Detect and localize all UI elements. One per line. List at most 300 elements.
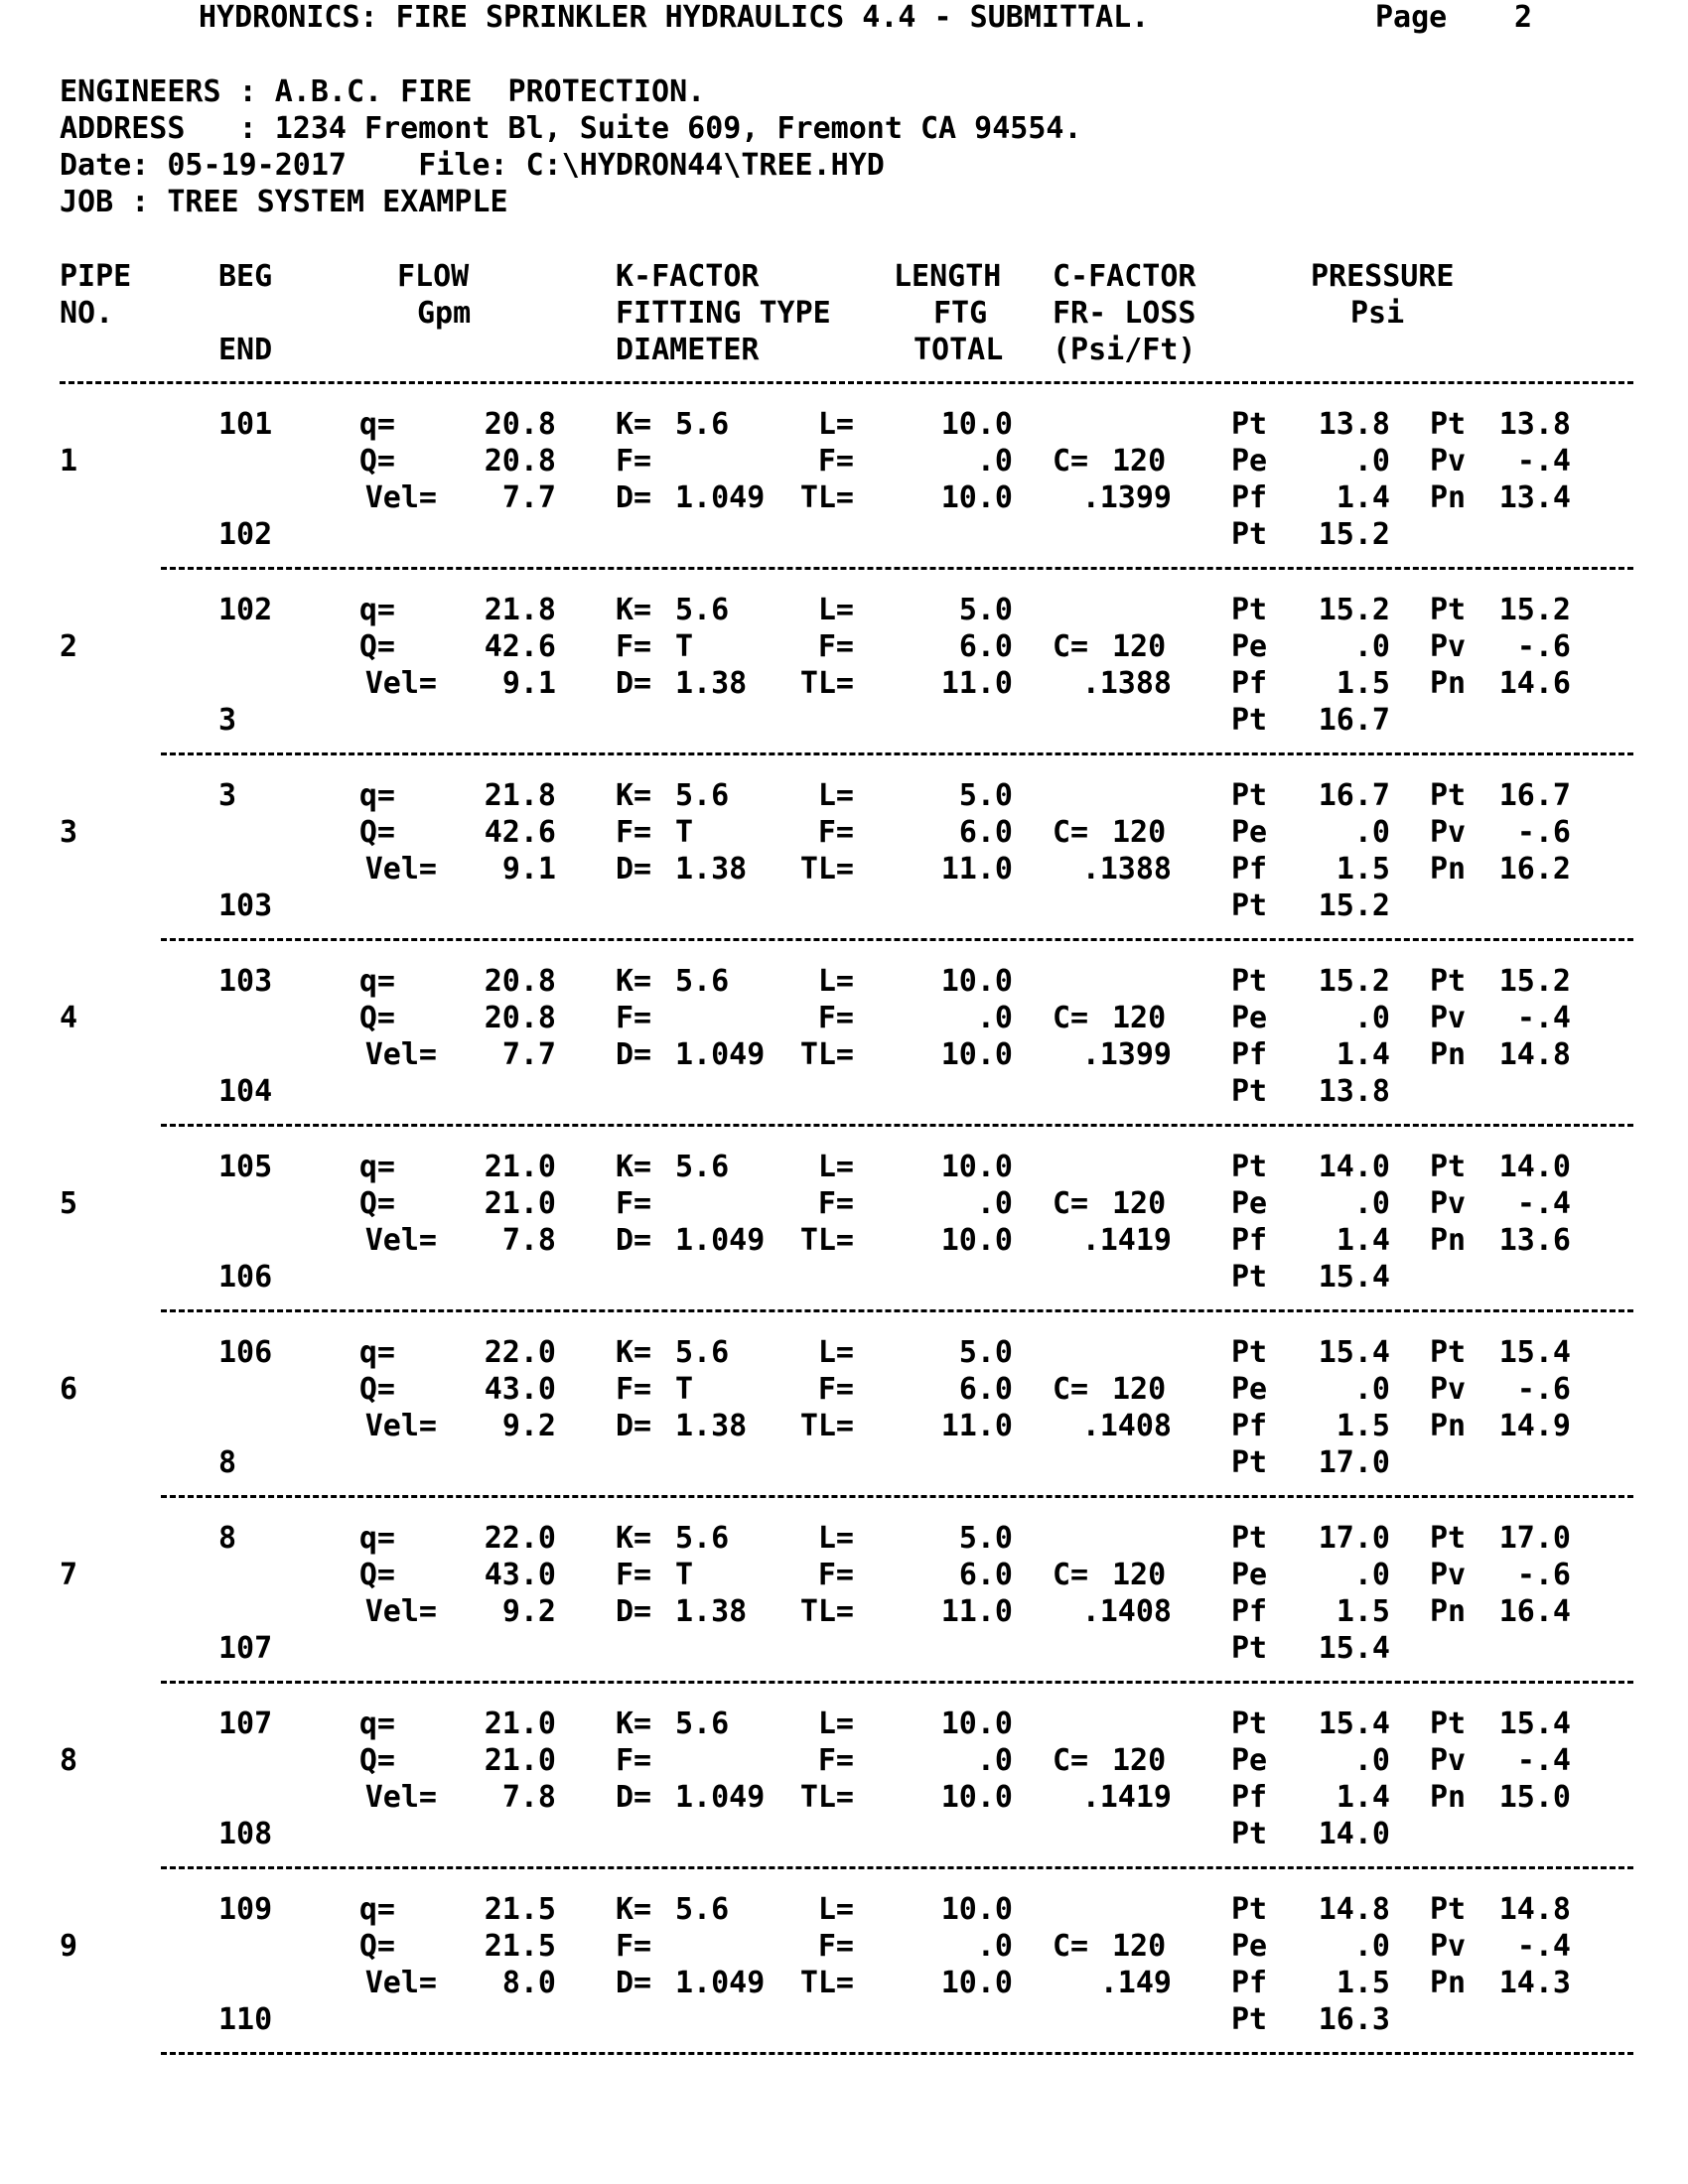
Q-label: Q=	[358, 1372, 395, 1407]
pv-value: -.6	[1516, 1558, 1571, 1592]
node-beg: 3	[218, 778, 237, 813]
pv-label: Pv	[1430, 815, 1467, 850]
pe-label: Pe	[1231, 1558, 1268, 1592]
q-label: q=	[358, 407, 395, 442]
fitting-label: F=	[616, 1001, 652, 1035]
l-label: L=	[817, 1706, 854, 1741]
col-diameter-header: DIAMETER	[616, 333, 760, 367]
pf-value: 1.4	[1336, 480, 1390, 515]
pt2-value: 13.8	[1498, 407, 1571, 442]
pn-label: Pn	[1430, 480, 1467, 515]
vel-value: 7.8	[501, 1223, 556, 1258]
fitting-label: F=	[616, 629, 652, 664]
k-value: 5.6	[675, 1335, 730, 1370]
pn-value: 14.8	[1498, 1037, 1571, 1072]
c-value: 120	[1112, 1929, 1167, 1964]
pe-label: Pe	[1231, 1743, 1268, 1778]
d-value: 1.049	[675, 1037, 766, 1072]
pe-label: Pe	[1231, 1929, 1268, 1964]
pt-end-value: 16.3	[1318, 2002, 1390, 2037]
col-end-header: END	[218, 333, 273, 367]
Q-label: Q=	[358, 1558, 395, 1592]
pn-value: 14.3	[1498, 1966, 1571, 2000]
pe-label: Pe	[1231, 1372, 1268, 1407]
pt-end-value: 15.2	[1318, 517, 1390, 552]
pe-value: .0	[1353, 1372, 1390, 1407]
pf-label: Pf	[1231, 1594, 1268, 1629]
pn-label: Pn	[1430, 852, 1467, 887]
pt2-value: 15.4	[1498, 1706, 1571, 1741]
pt-label: Pt	[1231, 593, 1268, 627]
ftg-value: .0	[976, 1743, 1013, 1778]
address-line: ADDRESS : 1234 Fremont Bl, Suite 609, Fremont CA 94554.	[60, 111, 1082, 146]
l-value: 5.0	[958, 1521, 1013, 1556]
c-label: C=	[1053, 1929, 1089, 1964]
pv-label: Pv	[1430, 444, 1467, 478]
q-label: q=	[358, 778, 395, 813]
fitting-value: T	[675, 815, 694, 850]
pt-end-label: Pt	[1231, 1631, 1268, 1666]
c-value: 120	[1112, 815, 1167, 850]
frloss-value: .1419	[1081, 1780, 1172, 1815]
vel-label: Vel=	[364, 1780, 437, 1815]
pt-end-label: Pt	[1231, 1074, 1268, 1109]
q-value: 22.0	[484, 1335, 556, 1370]
d-label: D=	[616, 666, 652, 701]
pt-end-value: 13.8	[1318, 1074, 1390, 1109]
fitting-value: T	[675, 1372, 694, 1407]
col-total-header: TOTAL	[914, 333, 1004, 367]
pipe-number: 3	[60, 815, 78, 850]
fitting-label: F=	[616, 815, 652, 850]
pipe-number: 6	[60, 1372, 78, 1407]
k-value: 5.6	[675, 1892, 730, 1927]
col-fitting-header: FITTING TYPE	[616, 296, 831, 331]
pf-label: Pf	[1231, 666, 1268, 701]
pe-label: Pe	[1231, 444, 1268, 478]
pn-value: 14.6	[1498, 666, 1571, 701]
Q-value: 21.0	[484, 1743, 556, 1778]
pn-label: Pn	[1430, 1594, 1467, 1629]
pe-label: Pe	[1231, 1186, 1268, 1221]
q-label: q=	[358, 1150, 395, 1184]
c-value: 120	[1112, 1558, 1167, 1592]
node-end: 106	[218, 1260, 273, 1295]
pt-label: Pt	[1231, 778, 1268, 813]
tl-label: TL=	[799, 1594, 854, 1629]
ftg-label: F=	[817, 1186, 854, 1221]
d-value: 1.38	[675, 1594, 748, 1629]
d-value: 1.38	[675, 852, 748, 887]
node-end: 107	[218, 1631, 273, 1666]
c-label: C=	[1053, 1001, 1089, 1035]
fitting-label: F=	[616, 1186, 652, 1221]
d-label: D=	[616, 1037, 652, 1072]
pt-label: Pt	[1231, 1892, 1268, 1927]
c-value: 120	[1112, 1743, 1167, 1778]
pt2-label: Pt	[1430, 593, 1467, 627]
pt-value: 14.0	[1318, 1150, 1390, 1184]
pt-value: 14.8	[1318, 1892, 1390, 1927]
pv-label: Pv	[1430, 1743, 1467, 1778]
fitting-label: F=	[616, 1372, 652, 1407]
ftg-label: F=	[817, 1372, 854, 1407]
pv-value: -.4	[1516, 1001, 1571, 1035]
c-label: C=	[1053, 629, 1089, 664]
pipe-divider	[161, 1495, 1633, 1498]
c-label: C=	[1053, 1558, 1089, 1592]
pn-label: Pn	[1430, 1223, 1467, 1258]
k-label: K=	[616, 1335, 652, 1370]
tl-value: 11.0	[940, 666, 1013, 701]
pe-label: Pe	[1231, 815, 1268, 850]
q-label: q=	[358, 1335, 395, 1370]
ftg-label: F=	[817, 815, 854, 850]
ftg-label: F=	[817, 1743, 854, 1778]
k-value: 5.6	[675, 1150, 730, 1184]
pt-value: 15.2	[1318, 964, 1390, 999]
vel-value: 7.8	[501, 1780, 556, 1815]
frloss-value: .1399	[1081, 1037, 1172, 1072]
l-value: 10.0	[940, 1150, 1013, 1184]
k-label: K=	[616, 778, 652, 813]
vel-value: 9.1	[501, 666, 556, 701]
q-value: 21.8	[484, 593, 556, 627]
pt2-label: Pt	[1430, 407, 1467, 442]
pn-value: 16.4	[1498, 1594, 1571, 1629]
l-label: L=	[817, 407, 854, 442]
tl-value: 10.0	[940, 1223, 1013, 1258]
pe-value: .0	[1353, 1186, 1390, 1221]
vel-label: Vel=	[364, 1223, 437, 1258]
ftg-label: F=	[817, 444, 854, 478]
col-beg-header: BEG	[218, 259, 273, 294]
node-end: 3	[218, 703, 237, 738]
fitting-label: F=	[616, 1929, 652, 1964]
pt2-label: Pt	[1430, 1150, 1467, 1184]
tl-value: 10.0	[940, 1037, 1013, 1072]
pf-value: 1.5	[1336, 1409, 1390, 1443]
pt-label: Pt	[1231, 407, 1268, 442]
l-value: 5.0	[958, 593, 1013, 627]
pipe-divider	[161, 752, 1633, 755]
pf-label: Pf	[1231, 1223, 1268, 1258]
pt2-value: 14.8	[1498, 1892, 1571, 1927]
q-label: q=	[358, 1706, 395, 1741]
c-value: 120	[1112, 444, 1167, 478]
frloss-value: .1399	[1081, 480, 1172, 515]
Q-value: 42.6	[484, 629, 556, 664]
frloss-value: .1408	[1081, 1409, 1172, 1443]
pipe-number: 2	[60, 629, 78, 664]
tl-label: TL=	[799, 1037, 854, 1072]
pt-label: Pt	[1231, 964, 1268, 999]
tl-label: TL=	[799, 1780, 854, 1815]
ftg-value: .0	[976, 1001, 1013, 1035]
node-end: 104	[218, 1074, 273, 1109]
pf-value: 1.5	[1336, 666, 1390, 701]
fitting-value: T	[675, 629, 694, 664]
pv-value: -.6	[1516, 1372, 1571, 1407]
node-end: 102	[218, 517, 273, 552]
q-value: 21.8	[484, 778, 556, 813]
page-label: Page	[1375, 0, 1448, 35]
pipe-number: 9	[60, 1929, 78, 1964]
tl-label: TL=	[799, 852, 854, 887]
q-label: q=	[358, 593, 395, 627]
l-value: 5.0	[958, 778, 1013, 813]
pf-value: 1.5	[1336, 1966, 1390, 2000]
pf-value: 1.5	[1336, 852, 1390, 887]
col-frloss-header: FR- LOSS	[1053, 296, 1196, 331]
Q-label: Q=	[358, 629, 395, 664]
k-label: K=	[616, 1150, 652, 1184]
frloss-value: .1388	[1081, 666, 1172, 701]
tl-label: TL=	[799, 1966, 854, 2000]
q-value: 21.0	[484, 1706, 556, 1741]
tl-value: 10.0	[940, 1780, 1013, 1815]
ftg-label: F=	[817, 629, 854, 664]
k-label: K=	[616, 593, 652, 627]
Q-value: 43.0	[484, 1372, 556, 1407]
col-psift-header: (Psi/Ft)	[1053, 333, 1196, 367]
tl-value: 10.0	[940, 1966, 1013, 2000]
ftg-label: F=	[817, 1001, 854, 1035]
pf-value: 1.5	[1336, 1594, 1390, 1629]
c-label: C=	[1053, 444, 1089, 478]
Q-label: Q=	[358, 1743, 395, 1778]
pt-value: 15.4	[1318, 1335, 1390, 1370]
pt-label: Pt	[1231, 1521, 1268, 1556]
pipe-divider	[161, 1124, 1633, 1127]
pv-label: Pv	[1430, 629, 1467, 664]
k-value: 5.6	[675, 593, 730, 627]
q-label: q=	[358, 1892, 395, 1927]
node-beg: 107	[218, 1706, 273, 1741]
pt-end-label: Pt	[1231, 517, 1268, 552]
pf-label: Pf	[1231, 480, 1268, 515]
tl-value: 10.0	[940, 480, 1013, 515]
vel-value: 8.0	[501, 1966, 556, 2000]
l-value: 10.0	[940, 407, 1013, 442]
pn-value: 14.9	[1498, 1409, 1571, 1443]
q-value: 20.8	[484, 407, 556, 442]
pf-label: Pf	[1231, 1780, 1268, 1815]
node-beg: 102	[218, 593, 273, 627]
d-value: 1.38	[675, 666, 748, 701]
Q-value: 20.8	[484, 444, 556, 478]
col-pipe-subheader: NO.	[60, 296, 114, 331]
Q-label: Q=	[358, 444, 395, 478]
tl-value: 11.0	[940, 1594, 1013, 1629]
frloss-value: .1419	[1081, 1223, 1172, 1258]
col-length-header: LENGTH	[894, 259, 1002, 294]
Q-label: Q=	[358, 1001, 395, 1035]
vel-value: 9.2	[501, 1594, 556, 1629]
node-end: 108	[218, 1817, 273, 1851]
q-value: 21.0	[484, 1150, 556, 1184]
pv-value: -.4	[1516, 1186, 1571, 1221]
report-title: HYDRONICS: FIRE SPRINKLER HYDRAULICS 4.4 - SUBMITTAL.	[199, 0, 1150, 35]
Q-label: Q=	[358, 1929, 395, 1964]
l-value: 10.0	[940, 1892, 1013, 1927]
k-value: 5.6	[675, 1706, 730, 1741]
d-label: D=	[616, 1223, 652, 1258]
pt-end-label: Pt	[1231, 1817, 1268, 1851]
vel-value: 9.1	[501, 852, 556, 887]
l-value: 10.0	[940, 1706, 1013, 1741]
c-label: C=	[1053, 815, 1089, 850]
d-value: 1.38	[675, 1409, 748, 1443]
pipe-number: 5	[60, 1186, 78, 1221]
pt-end-value: 15.4	[1318, 1260, 1390, 1295]
pv-value: -.4	[1516, 444, 1571, 478]
pipe-divider	[161, 1866, 1633, 1869]
pt-value: 15.4	[1318, 1706, 1390, 1741]
pipe-divider	[161, 938, 1633, 941]
fitting-label: F=	[616, 1743, 652, 1778]
pt2-value: 15.2	[1498, 593, 1571, 627]
pn-label: Pn	[1430, 1966, 1467, 2000]
fitting-value: T	[675, 1558, 694, 1592]
pt2-label: Pt	[1430, 1706, 1467, 1741]
vel-label: Vel=	[364, 666, 437, 701]
col-ftg-header: FTG	[933, 296, 988, 331]
pv-value: -.6	[1516, 629, 1571, 664]
pt2-label: Pt	[1430, 1335, 1467, 1370]
k-label: K=	[616, 1521, 652, 1556]
l-label: L=	[817, 964, 854, 999]
ftg-value: 6.0	[958, 815, 1013, 850]
ftg-value: .0	[976, 1929, 1013, 1964]
pn-label: Pn	[1430, 1780, 1467, 1815]
l-label: L=	[817, 778, 854, 813]
pf-value: 1.4	[1336, 1780, 1390, 1815]
col-flow-header: FLOW	[397, 259, 470, 294]
Q-label: Q=	[358, 815, 395, 850]
pn-value: 13.6	[1498, 1223, 1571, 1258]
k-label: K=	[616, 964, 652, 999]
q-value: 22.0	[484, 1521, 556, 1556]
ftg-value: .0	[976, 1186, 1013, 1221]
col-pipe-header: PIPE	[60, 259, 132, 294]
pipe-divider	[161, 1309, 1633, 1312]
vel-label: Vel=	[364, 1409, 437, 1443]
node-end: 8	[218, 1445, 237, 1480]
pf-label: Pf	[1231, 1966, 1268, 2000]
k-value: 5.6	[675, 1521, 730, 1556]
node-beg: 8	[218, 1521, 237, 1556]
pipe-divider	[161, 1681, 1633, 1684]
pe-value: .0	[1353, 444, 1390, 478]
d-value: 1.049	[675, 480, 766, 515]
pe-value: .0	[1353, 1001, 1390, 1035]
c-label: C=	[1053, 1743, 1089, 1778]
node-beg: 109	[218, 1892, 273, 1927]
Q-value: 20.8	[484, 1001, 556, 1035]
Q-value: 42.6	[484, 815, 556, 850]
d-label: D=	[616, 1780, 652, 1815]
pf-label: Pf	[1231, 852, 1268, 887]
pt-label: Pt	[1231, 1150, 1268, 1184]
pv-label: Pv	[1430, 1929, 1467, 1964]
c-value: 120	[1112, 1372, 1167, 1407]
pt-end-value: 16.7	[1318, 703, 1390, 738]
pt2-label: Pt	[1430, 778, 1467, 813]
node-beg: 105	[218, 1150, 273, 1184]
k-value: 5.6	[675, 964, 730, 999]
tl-label: TL=	[799, 666, 854, 701]
tl-label: TL=	[799, 1409, 854, 1443]
tl-label: TL=	[799, 1223, 854, 1258]
ftg-label: F=	[817, 1558, 854, 1592]
c-value: 120	[1112, 629, 1167, 664]
fitting-label: F=	[616, 1558, 652, 1592]
pt-value: 17.0	[1318, 1521, 1390, 1556]
d-label: D=	[616, 1409, 652, 1443]
pt2-value: 15.4	[1498, 1335, 1571, 1370]
Q-label: Q=	[358, 1186, 395, 1221]
vel-value: 7.7	[501, 480, 556, 515]
tl-value: 11.0	[940, 1409, 1013, 1443]
q-label: q=	[358, 964, 395, 999]
pt-end-label: Pt	[1231, 1260, 1268, 1295]
pv-label: Pv	[1430, 1558, 1467, 1592]
pn-value: 15.0	[1498, 1780, 1571, 1815]
pe-value: .0	[1353, 629, 1390, 664]
pipe-number: 4	[60, 1001, 78, 1035]
pt-label: Pt	[1231, 1335, 1268, 1370]
vel-value: 9.2	[501, 1409, 556, 1443]
d-label: D=	[616, 480, 652, 515]
node-end: 103	[218, 888, 273, 923]
pt-end-label: Pt	[1231, 703, 1268, 738]
pt2-value: 15.2	[1498, 964, 1571, 999]
vel-label: Vel=	[364, 1966, 437, 2000]
node-beg: 106	[218, 1335, 273, 1370]
d-value: 1.049	[675, 1223, 766, 1258]
l-value: 10.0	[940, 964, 1013, 999]
pt2-label: Pt	[1430, 1892, 1467, 1927]
pt-end-value: 15.4	[1318, 1631, 1390, 1666]
pt-value: 15.2	[1318, 593, 1390, 627]
page-number: 2	[1514, 0, 1533, 35]
tl-value: 11.0	[940, 852, 1013, 887]
pt-end-label: Pt	[1231, 1445, 1268, 1480]
header-divider	[60, 381, 1633, 384]
pipe-divider	[161, 2052, 1633, 2055]
pe-label: Pe	[1231, 629, 1268, 664]
job-line: JOB : TREE SYSTEM EXAMPLE	[60, 185, 508, 219]
pt-value: 13.8	[1318, 407, 1390, 442]
c-value: 120	[1112, 1186, 1167, 1221]
d-value: 1.049	[675, 1780, 766, 1815]
ftg-value: 6.0	[958, 1558, 1013, 1592]
pf-label: Pf	[1231, 1037, 1268, 1072]
col-kfactor-header: K-FACTOR	[616, 259, 760, 294]
d-label: D=	[616, 852, 652, 887]
pipe-number: 8	[60, 1743, 78, 1778]
pn-label: Pn	[1430, 1409, 1467, 1443]
frloss-value: .1408	[1081, 1594, 1172, 1629]
node-end: 110	[218, 2002, 273, 2037]
l-label: L=	[817, 1335, 854, 1370]
k-label: K=	[616, 1892, 652, 1927]
pv-label: Pv	[1430, 1372, 1467, 1407]
k-label: K=	[616, 1706, 652, 1741]
pt2-value: 16.7	[1498, 778, 1571, 813]
pe-value: .0	[1353, 1743, 1390, 1778]
